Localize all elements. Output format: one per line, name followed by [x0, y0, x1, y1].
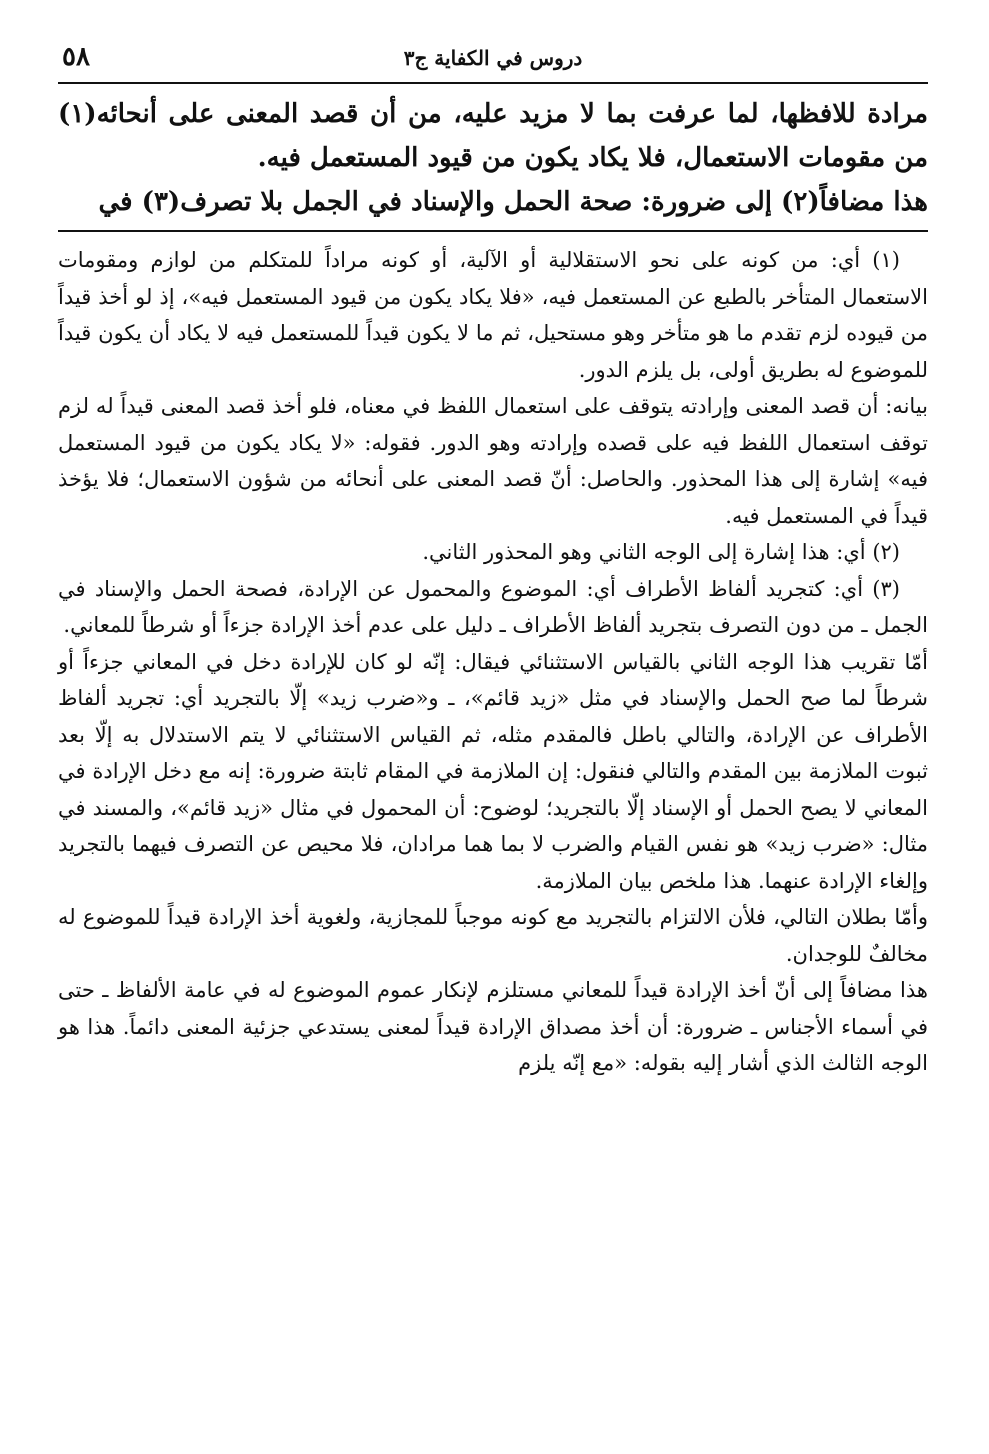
main-paragraph: مرادة للافظها، لما عرفت بما لا مزيد عليه، من أن قصد المعنى على أنحائه(١) من مقومات الاستعمال، فلا يكاد يكون من قيود المستعمل فيه. [58, 99, 928, 173]
main-text [58, 92, 928, 224]
footnote-3-refutation: وأمّا بطلان التالي، فلأن الالتزام بالتجريد مع كونه موجباً للمجازية، ولغوية أخذ الإرادة قيداً للموضوع له مخالفٌ للوجدان. [58, 905, 928, 966]
footnote-3-argument: أمّا تقريب هذا الوجه الثاني بالقياس الاستثنائي فيقال: إنّه لو كان للإرادة دخل في المعاني جزءاً أو شرطاً لما صح الحمل والإسناد في مثل «زيد قائم»، ـ و«ضرب زيد» إلّا بالتجريد أي: تجريد ألفاظ الأطراف عن الإرادة، والتالي باطل فالمقدم مثله، ثم القياس الاستثنائي لا يتم الاستدلال به إلّا بعد ثبوت الملازمة بين المقدم والتالي فنقول: إن الملازمة في المقام ثابتة ضرورة: إنه مع دخل الإرادة في المعاني لا يصح الحمل أو الإسناد إلّا بالتجريد؛ لوضوح: أن المحمول في مثال «زيد قائم»، والمسند في مثال: «ضرب زيد» هو نفس القيام والضرب لا بما هما مرادان، فلا محيص عن التصرف فيهما بالتجريد وإلغاء الإرادة عنهما. هذا ملخص بيان الملازمة. [58, 649, 928, 893]
page-number: ٥٨ [62, 42, 90, 72]
footnote-1: (١) أي: من كونه على نحو الاستقلالية أو الآلية، أو كونه مراداً للمتكلم من لوازم ومقومات الاستعمال المتأخر بالطبع عن المستعمل فيه، «فلا يكاد يكون من قيود المستعمل فيه»، إذ لو أخذ قيداً من قيوده لزم تقدم ما هو متأخر وهو مستحيل، ثم ما لا يكون قيداً للمستعمل فيه لا يكاد أن يكون قيداً للموضوع له بطريق أولى، بل يلزم الدور. [58, 248, 928, 382]
footnote-1-explanation: بيانه: أن قصد المعنى وإرادته يتوقف على استعمال اللفظ في معناه، فلو أخذ قصد المعنى قيداً له لزم توقف استعمال اللفظ فيه على قصده وإرادته وهو الدور. فقوله: «لا يكاد يكون من قيود المستعمل فيه» إشارة إلى هذا المحذور. والحاصل: أنّ قصد المعنى على أنحائه من شؤون الاستعمال؛ فلا يؤخذ قيداً في المستعمل فيه. [58, 394, 928, 528]
running-title: دروس في الكفاية ج٣ [403, 46, 583, 70]
page-header [58, 34, 928, 84]
main-paragraph: هذا مضافاً(٢) إلى ضرورة: صحة الحمل والإسناد في الجمل بلا تصرف(٣) في [98, 187, 928, 217]
book-page [58, 34, 928, 1434]
footnote-3-third-reason: هذا مضافاً إلى أنّ أخذ الإرادة قيداً للمعاني مستلزم لإنكار عموم الموضوع له في عامة الألفاظ ـ حتى في أسماء الأجناس ـ ضرورة: أن أخذ مصداق الإرادة قيداً لمعنى يستدعي جزئية المعنى دائماً. هذا هو الوجه الثالث الذي أشار إليه بقوله: «مع إنّه يلزم [58, 978, 928, 1075]
footnote-2: (٢) أي: هذا إشارة إلى الوجه الثاني وهو المحذور الثاني. [422, 540, 900, 564]
footnote-divider [58, 230, 928, 232]
footnotes [58, 242, 928, 1082]
footnote-3: (٣) أي: كتجريد ألفاظ الأطراف أي: الموضوع والمحمول عن الإرادة، فصحة الحمل والإسناد في الجمل ـ من دون التصرف بتجريد ألفاظ الأطراف ـ دليل على عدم أخذ الإرادة جزءاً أو شرطاً للمعاني. [58, 576, 928, 637]
